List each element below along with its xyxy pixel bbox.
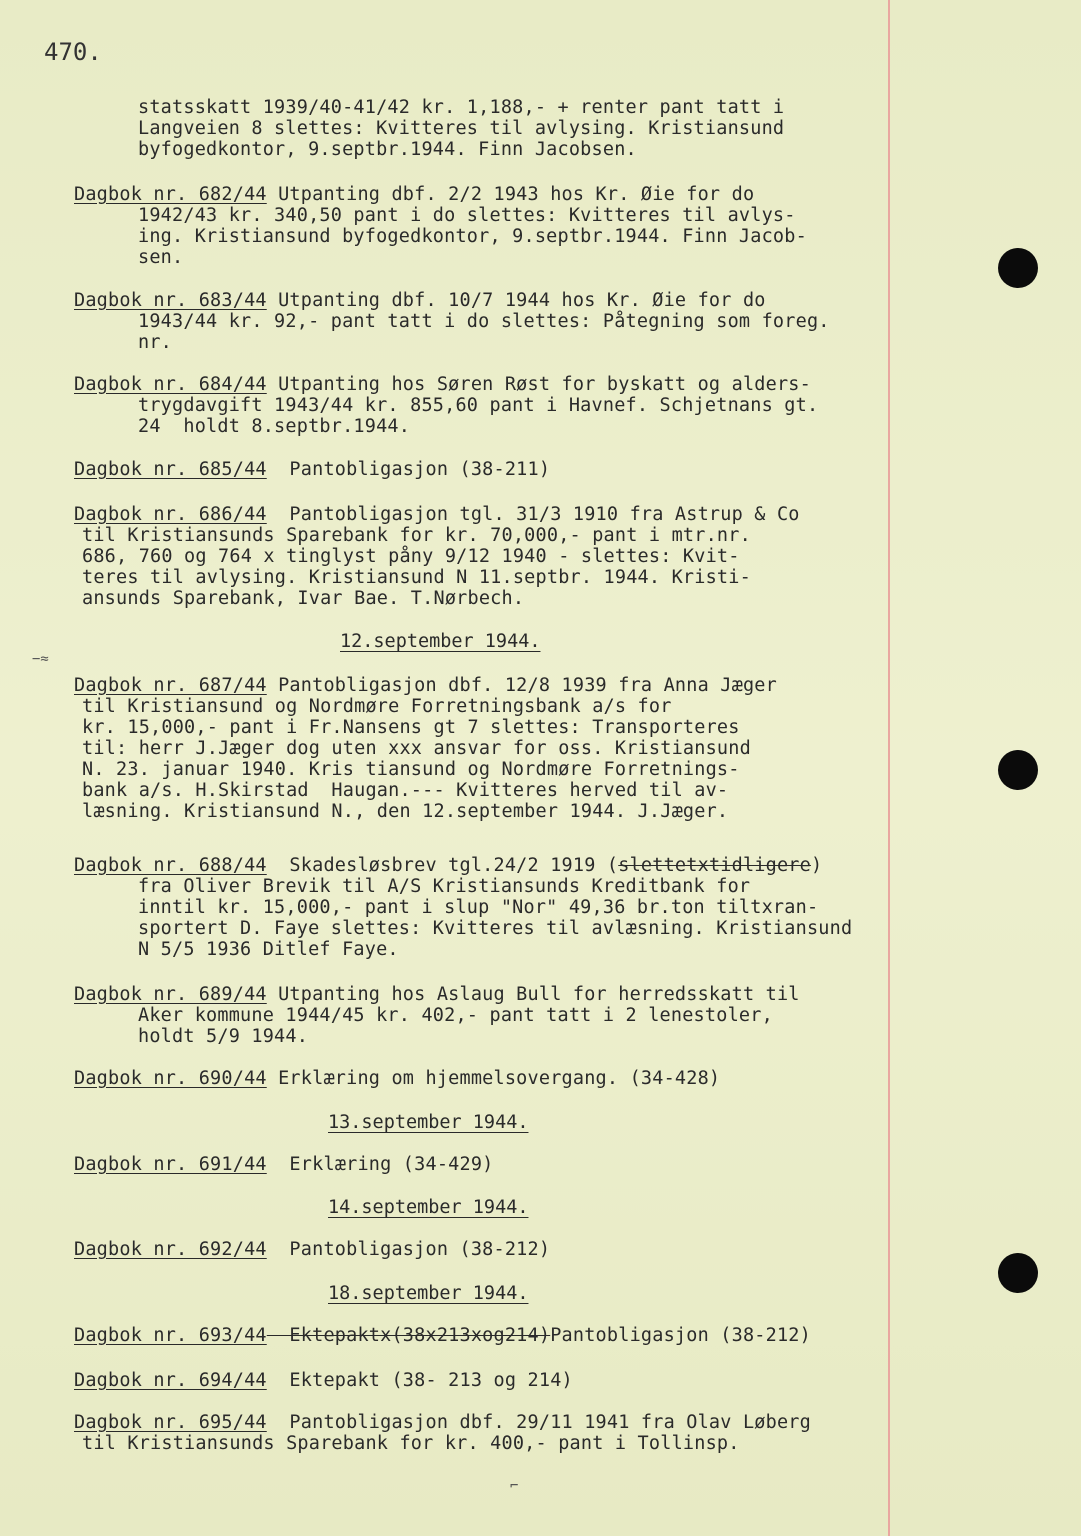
- entry-ref: Dagbok nr. 682/44: [74, 184, 267, 205]
- entry-ref: Dagbok nr. 686/44: [74, 504, 267, 525]
- margin-mark-icon: −≈: [32, 651, 49, 667]
- entry-684-body: trygdavgift 1943/44 kr. 855,60 pant i Havnef. Schjetnans gt. 24 holdt 8.septbr.1944.: [138, 395, 819, 437]
- entry-686-body: til Kristiansunds Sparebank for kr. 70,000,- pant i mtr.nr. 686, 760 og 764 x tinglyst påny 9/12 1940 - slettes: Kvit- teres til avlysing. Kristiansund N 11.septbr. 1944. Kristi- ansunds Sparebank, Ivar Bae. T.Nørbech.: [82, 525, 751, 609]
- entry-683-body: 1943/44 kr. 92,- pant tatt i do slettes: Påtegning som foreg. nr.: [138, 311, 830, 353]
- page-number: 470.: [44, 38, 102, 66]
- punch-hole-icon: [998, 1253, 1038, 1293]
- date-heading: 14.september 1944.: [328, 1197, 529, 1218]
- entry-ref: Dagbok nr. 685/44: [74, 459, 267, 480]
- entry-688-body: fra Oliver Brevik til A/S Kristiansunds Kreditbank for inntil kr. 15,000,- pant i slup "Nor" 49,36 br.ton tiltxran- sportert D. Faye slettes: Kvitteres til avlæsning. Kristiansund N 5/5 1936 Ditlef Faye.: [138, 876, 853, 960]
- entry-689-body: Aker kommune 1944/45 kr. 402,- pant tatt i 2 lenestoler, holdt 5/9 1944.: [138, 1005, 773, 1047]
- entry-ref: Dagbok nr. 688/44: [74, 855, 267, 876]
- entry-690: Dagbok nr. 690/44 Erklæring om hjemmelsovergang. (34-428): [74, 1068, 721, 1089]
- entry-695: Dagbok nr. 695/44 Pantobligasjon dbf. 29/11 1941 fra Olav Løberg: [74, 1412, 811, 1433]
- entry-689: Dagbok nr. 689/44 Utpanting hos Aslaug Bull for herredsskatt til: [74, 984, 800, 1005]
- entry-ref: Dagbok nr. 690/44: [74, 1068, 267, 1089]
- entry-ref: Dagbok nr. 693/44: [74, 1325, 267, 1346]
- entry-687-body: til Kristiansund og Nordmøre Forretningsbank a/s for kr. 15,000,- pant i Fr.Nansens gt 7 slettes: Transporteres til: herr J.Jæger dog uten xxx ansvar for oss. Kristiansund N. 23. januar 1940. Kris tiansund og Nordmøre Forretnings- bank a/s. H.Skirstad Haugan.--- Kvitteres herved til av- læsning. Kristiansund N., den 12.september 1944. J.Jæger.: [82, 696, 751, 822]
- entry-693: Dagbok nr. 693/44 Ektepaktx(38x213xog214)Pantobligasjon (38-212): [74, 1325, 811, 1346]
- punch-hole-icon: [998, 248, 1038, 288]
- entry-687: Dagbok nr. 687/44 Pantobligasjon dbf. 12/8 1939 fra Anna Jæger: [74, 675, 777, 696]
- punch-hole-icon: [998, 750, 1038, 790]
- entry-686: Dagbok nr. 686/44 Pantobligasjon tgl. 31/3 1910 fra Astrup & Co: [74, 504, 800, 525]
- entry-ref: Dagbok nr. 694/44: [74, 1370, 267, 1391]
- date-heading: 18.september 1944.: [328, 1283, 529, 1304]
- entry-682: Dagbok nr. 682/44 Utpanting dbf. 2/2 1943 hos Kr. Øie for do: [74, 184, 755, 205]
- margin-mark-icon: ⌐: [510, 1478, 519, 1494]
- entry-684: Dagbok nr. 684/44 Utpanting hos Søren Røst for byskatt og alders-: [74, 374, 811, 395]
- entry-682-body: 1942/43 kr. 340,50 pant i do slettes: Kvitteres til avlys- ing. Kristiansund byfogedkontor, 9.septbr.1944. Finn Jacob- sen.: [138, 205, 807, 268]
- entry-691: Dagbok nr. 691/44 Erklæring (34-429): [74, 1154, 494, 1175]
- entry-ref: Dagbok nr. 684/44: [74, 374, 267, 395]
- struck-text: Ektepaktx(38x213xog214): [266, 1325, 551, 1346]
- entry-ref: Dagbok nr. 691/44: [74, 1154, 267, 1175]
- entry-695-body: til Kristiansunds Sparebank for kr. 400,- pant i Tollinsp.: [82, 1433, 740, 1454]
- entry-ref: Dagbok nr. 692/44: [74, 1239, 267, 1260]
- entry-688: Dagbok nr. 688/44 Skadesløsbrev tgl.24/2 1919 (slettetxtidligere): [74, 855, 823, 876]
- entry-685: Dagbok nr. 685/44 Pantobligasjon (38-211): [74, 459, 551, 480]
- date-heading: 13.september 1944.: [328, 1112, 529, 1133]
- entry-ref: Dagbok nr. 687/44: [74, 675, 267, 696]
- struck-text: slettetxtidligere: [618, 855, 811, 876]
- entry-683: Dagbok nr. 683/44 Utpanting dbf. 10/7 1944 hos Kr. Øie for do: [74, 290, 766, 311]
- entry-ref: Dagbok nr. 695/44: [74, 1412, 267, 1433]
- entry-ref: Dagbok nr. 689/44: [74, 984, 267, 1005]
- date-heading: 12.september 1944.: [340, 631, 541, 652]
- entry-694: Dagbok nr. 694/44 Ektepakt (38- 213 og 214): [74, 1370, 573, 1391]
- margin-line: [888, 0, 890, 1536]
- entry-continuation: statsskatt 1939/40-41/42 kr. 1,188,- + renter pant tatt i Langveien 8 slettes: Kvitteres til avlysing. Kristiansund byfogedkontor, 9.septbr.1944. Finn Jacobsen.: [138, 97, 785, 160]
- entry-ref: Dagbok nr. 683/44: [74, 290, 267, 311]
- entry-692: Dagbok nr. 692/44 Pantobligasjon (38-212): [74, 1239, 551, 1260]
